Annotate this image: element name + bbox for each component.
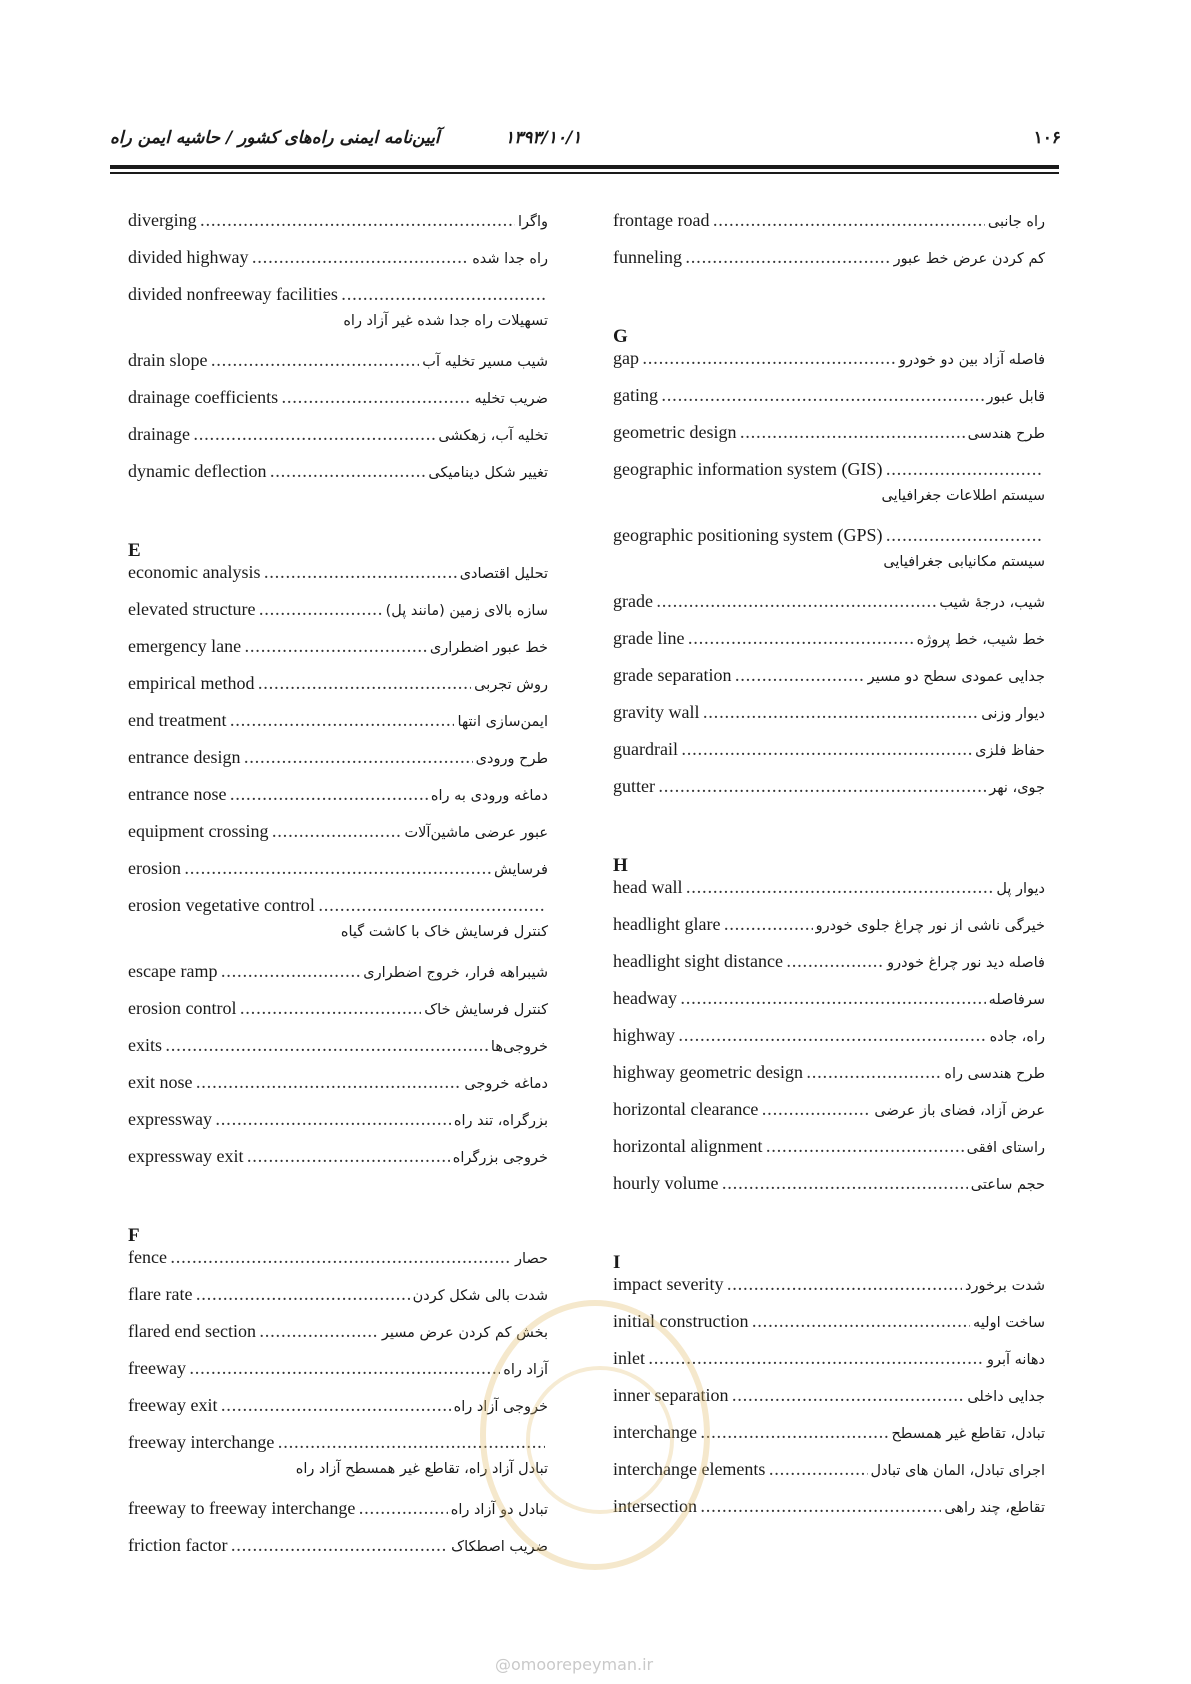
- glossary-entry: [128, 1358, 548, 1395]
- term-english: drainage: [128, 424, 190, 444]
- glossary-entry: [613, 1062, 1045, 1099]
- leader-dots: [341, 285, 545, 305]
- leader-dots: [318, 896, 545, 916]
- term-english: inner separation: [613, 1385, 729, 1405]
- term-persian: طرح هندسی: [967, 426, 1045, 442]
- term-persian: طرح هندسی راه: [944, 1066, 1045, 1082]
- leader-dots: [229, 785, 427, 805]
- term-english: elevated structure: [128, 599, 256, 619]
- leader-dots: [681, 740, 972, 760]
- term-persian: خط شیب، خط پروژه: [916, 632, 1045, 648]
- term-persian: شیب، درجهٔ شیب: [939, 595, 1045, 611]
- leader-dots: [700, 1423, 888, 1443]
- term-persian: خیرگی ناشی از نور چراغ جلوی خودرو: [815, 918, 1045, 934]
- leader-dots: [680, 989, 986, 1009]
- leader-dots: [246, 1147, 449, 1167]
- glossary-entry: [613, 348, 1045, 385]
- glossary-entry: [613, 385, 1045, 422]
- header-rule-thick: [110, 165, 1059, 169]
- leader-dots: [269, 462, 425, 482]
- leader-dots: [358, 1499, 447, 1519]
- leader-dots: [244, 637, 427, 657]
- term-persian: شیبراهه فرار، خروج اضطراری: [363, 965, 548, 981]
- leader-dots: [786, 952, 884, 972]
- term-persian: عرض آزاد، فضای باز عرضی: [874, 1103, 1045, 1119]
- glossary-entry: [613, 776, 1045, 813]
- term-persian: ایمن‌سازی انتها: [457, 714, 548, 730]
- term-english: fence: [128, 1247, 167, 1267]
- term-english: flare rate: [128, 1284, 193, 1304]
- glossary-entry: [613, 1136, 1045, 1173]
- glossary-entry: [128, 821, 548, 858]
- leader-dots: [170, 1248, 512, 1268]
- glossary-entry: [613, 877, 1045, 914]
- term-persian: ضریب تخلیه: [474, 391, 548, 407]
- glossary-entry: [128, 673, 548, 710]
- leader-dots: [806, 1063, 941, 1083]
- leader-dots: [220, 1396, 450, 1416]
- leader-dots: [734, 666, 864, 686]
- term-english: grade separation: [613, 665, 732, 685]
- glossary-entry: [128, 1321, 548, 1358]
- glossary-entry: [128, 998, 548, 1035]
- glossary-entry: [128, 858, 548, 895]
- term-persian: تحلیل اقتصادی: [459, 566, 548, 582]
- leader-dots: [885, 526, 1042, 546]
- term-english: guardrail: [613, 739, 678, 759]
- term-english: inlet: [613, 1348, 645, 1368]
- leader-dots: [196, 1073, 462, 1093]
- term-english: entrance nose: [128, 784, 227, 804]
- leader-dots: [195, 1285, 409, 1305]
- term-persian: ضریب اصطکاک: [451, 1539, 548, 1555]
- leader-dots: [642, 349, 896, 369]
- term-english: erosion control: [128, 998, 237, 1018]
- leader-dots: [768, 1460, 867, 1480]
- glossary-entry: [613, 988, 1045, 1025]
- term-persian: حفاظ فلزی: [975, 743, 1045, 759]
- section-letter: H: [613, 855, 628, 876]
- leader-dots: [723, 915, 812, 935]
- term-persian: دماغه ورودی به راه: [430, 788, 548, 804]
- leader-dots: [165, 1036, 488, 1056]
- watermark-site: @omoorepeyman.ir: [495, 1655, 654, 1674]
- term-persian: جدایی عمودی سطح دو مسیر: [867, 669, 1045, 685]
- glossary-column-right: [613, 210, 1045, 1533]
- term-english: headlight sight distance: [613, 951, 783, 971]
- term-persian: راه جدا شده: [472, 251, 548, 267]
- leader-dots: [210, 351, 419, 371]
- glossary-entry: [128, 247, 548, 284]
- term-english: divided nonfreeway facilities: [128, 284, 338, 304]
- term-english: headlight glare: [613, 914, 721, 934]
- term-persian: فاصله آزاد بین دو خودرو: [898, 352, 1045, 368]
- term-english: economic analysis: [128, 562, 261, 582]
- leader-dots: [731, 1386, 964, 1406]
- term-persian: سازه بالای زمین (مانند پل): [385, 603, 548, 619]
- glossary-column-left: [128, 210, 548, 1572]
- term-persian: دماغه خروجی: [464, 1076, 548, 1092]
- glossary-entry: [613, 422, 1045, 459]
- term-persian: اجرای تبادل، المان های تبادل: [870, 1463, 1045, 1479]
- glossary-entry: [613, 525, 1045, 554]
- glossary-entry: [128, 710, 548, 747]
- term-english: geometric design: [613, 422, 737, 442]
- term-persian: عبور عرضی ماشین‌آلات: [404, 825, 548, 841]
- glossary-entry: [128, 1035, 548, 1072]
- leader-dots: [259, 1322, 379, 1342]
- leader-dots: [258, 600, 382, 620]
- term-english: emergency lane: [128, 636, 242, 656]
- leader-dots: [761, 1100, 871, 1120]
- term-persian: تقاطع، چند راهی: [944, 1500, 1045, 1516]
- section-letter: E: [128, 540, 141, 561]
- term-english: highway: [613, 1025, 675, 1045]
- glossary-entry: [128, 387, 548, 424]
- leader-dots: [239, 999, 421, 1019]
- term-persian: تبادل آزاد راه، تقاطع غیر همسطح آزاد راه: [295, 1461, 548, 1477]
- glossary-entry: [128, 1072, 548, 1109]
- leader-dots: [726, 1275, 962, 1295]
- term-persian: تبادل دو آزاد راه: [450, 1502, 548, 1518]
- leader-dots: [722, 1174, 968, 1194]
- term-english: interchange: [613, 1422, 697, 1442]
- section-letter: I: [613, 1252, 621, 1273]
- leader-dots: [751, 1312, 970, 1332]
- leader-dots: [200, 211, 515, 231]
- leader-dots: [184, 859, 491, 879]
- term-persian: شیب مسیر تخلیه آب: [422, 354, 548, 370]
- term-persian: شدت برخورد: [965, 1278, 1045, 1294]
- term-english: erosion vegetative control: [128, 895, 315, 915]
- leader-dots: [765, 1137, 963, 1157]
- term-english: drain slope: [128, 350, 208, 370]
- document-date: ۱۳۹۳/۱۰/۱: [505, 128, 582, 148]
- term-persian: کنترل فرسایش خاک با کاشت گیاه: [340, 924, 548, 940]
- glossary-entry: [613, 1099, 1045, 1136]
- leader-dots: [739, 423, 964, 443]
- term-english: intersection: [613, 1496, 697, 1516]
- term-persian: فرسایش: [493, 862, 548, 878]
- glossary-entry: [128, 599, 548, 636]
- section-letter: F: [128, 1225, 140, 1246]
- term-english: frontage road: [613, 210, 710, 230]
- glossary-entry: [128, 350, 548, 387]
- leader-dots: [220, 962, 360, 982]
- term-english: divided highway: [128, 247, 249, 267]
- leader-dots: [271, 822, 401, 842]
- term-english: gutter: [613, 776, 655, 796]
- glossary-entry: [128, 636, 548, 673]
- leader-dots: [712, 211, 984, 231]
- term-persian: راه جانبی: [987, 214, 1045, 230]
- term-persian: شدت بالی شکل کردن: [412, 1288, 548, 1304]
- leader-dots: [243, 748, 472, 768]
- glossary-entry: [128, 747, 548, 784]
- term-english: geographic positioning system (GPS): [613, 525, 883, 545]
- term-english: empirical method: [128, 673, 255, 693]
- term-english: escape ramp: [128, 961, 218, 981]
- term-persian: آزاد راه: [503, 1362, 548, 1378]
- glossary-entry: [128, 424, 548, 461]
- leader-dots: [656, 592, 936, 612]
- term-english: erosion: [128, 858, 181, 878]
- term-english: drainage coefficients: [128, 387, 279, 407]
- term-persian: روش تجربی: [474, 677, 548, 693]
- term-english: exits: [128, 1035, 162, 1055]
- term-persian: تخلیه آب، زهکشی: [438, 428, 548, 444]
- glossary-entry: [613, 247, 1045, 284]
- leader-dots: [230, 1536, 448, 1556]
- leader-dots: [281, 388, 471, 408]
- term-persian: کنترل فرسایش خاک: [424, 1002, 548, 1018]
- term-english: freeway to freeway interchange: [128, 1498, 356, 1518]
- leader-dots: [885, 460, 1042, 480]
- leader-dots: [257, 674, 471, 694]
- term-english: end treatment: [128, 710, 227, 730]
- term-english: grade line: [613, 628, 685, 648]
- term-english: geographic information system (GIS): [613, 459, 883, 479]
- leader-dots: [193, 425, 435, 445]
- leader-dots: [678, 1026, 987, 1046]
- term-persian: فاصله دید نور چراغ خودرو: [887, 955, 1045, 971]
- term-persian: خروجی بزرگراه: [452, 1150, 548, 1166]
- leader-dots: [215, 1110, 451, 1130]
- glossary-entry: [128, 284, 548, 313]
- term-persian: خط عبور اضطراری: [429, 640, 548, 656]
- publisher-seal-watermark: [480, 1300, 710, 1570]
- term-english: gravity wall: [613, 702, 700, 722]
- page-number: ۱۰۶: [1033, 128, 1061, 148]
- glossary-entry: [128, 895, 548, 924]
- leader-dots: [687, 629, 913, 649]
- term-english: interchange elements: [613, 1459, 766, 1479]
- leader-dots: [685, 878, 993, 898]
- glossary-entry: [613, 1025, 1045, 1062]
- glossary-entry: [128, 1146, 548, 1183]
- term-persian: راستای افقی: [966, 1140, 1045, 1156]
- term-english: head wall: [613, 877, 683, 897]
- term-persian: دیوار وزنی: [981, 706, 1045, 722]
- glossary-entry: [613, 459, 1045, 488]
- leader-dots: [685, 248, 891, 268]
- glossary-entry: [128, 1284, 548, 1321]
- term-persian: حجم ساعتی: [970, 1177, 1045, 1193]
- term-english: highway geometric design: [613, 1062, 803, 1082]
- glossary-entry: [613, 210, 1045, 247]
- term-english: horizontal clearance: [613, 1099, 759, 1119]
- page-header: [110, 128, 1061, 158]
- term-english: funneling: [613, 247, 682, 267]
- term-english: freeway interchange: [128, 1432, 275, 1452]
- term-persian: سرفاصله: [988, 992, 1045, 1008]
- glossary-entry: [613, 739, 1045, 776]
- glossary-entry: [128, 961, 548, 998]
- term-persian: تسهیلات راه جدا شده غیر آزاد راه: [343, 313, 548, 329]
- term-persian: تغییر شکل دینامیکی: [428, 465, 548, 481]
- glossary-entry: [613, 665, 1045, 702]
- leader-dots: [648, 1349, 984, 1369]
- term-persian: واگرا: [518, 214, 548, 230]
- document-title: آیین‌نامه ایمنی راه‌های کشور / حاشیه ایمن راه: [110, 128, 440, 148]
- glossary-entry: [128, 784, 548, 821]
- term-persian: دیوار پل: [996, 881, 1045, 897]
- term-english: grade: [613, 591, 653, 611]
- term-persian: قابل عبور: [986, 389, 1045, 405]
- term-english: freeway: [128, 1358, 186, 1378]
- glossary-entry: [613, 1274, 1045, 1311]
- header-rule-thin: [110, 172, 1059, 174]
- glossary-entry: [613, 702, 1045, 739]
- term-persian: بخش کم کردن عرض مسیر: [381, 1325, 548, 1341]
- term-persian: کم کردن عرض خط عبور: [893, 251, 1045, 267]
- term-english: gating: [613, 385, 658, 405]
- glossary-entry: [128, 1498, 548, 1535]
- term-english: hourly volume: [613, 1173, 719, 1193]
- glossary-entry: [128, 1247, 548, 1284]
- glossary-entry: [128, 1535, 548, 1572]
- term-persian: راه، جاده: [989, 1029, 1045, 1045]
- term-persian: بزرگراه، تند راه: [453, 1113, 548, 1129]
- term-persian: تبادل، تقاطع غیر همسطح: [891, 1426, 1045, 1442]
- glossary-entry: [128, 562, 548, 599]
- term-persian: طرح ورودی: [475, 751, 548, 767]
- leader-dots: [263, 563, 456, 583]
- term-persian: خروجی‌ها: [490, 1039, 548, 1055]
- term-english: equipment crossing: [128, 821, 269, 841]
- term-english: impact severity: [613, 1274, 724, 1294]
- glossary-entry: [128, 461, 548, 498]
- term-persian: سیستم مکانیابی جغرافیایی: [883, 554, 1045, 570]
- term-english: exit nose: [128, 1072, 193, 1092]
- term-persian: ساخت اولیه: [973, 1315, 1045, 1331]
- term-english: entrance design: [128, 747, 241, 767]
- leader-dots: [700, 1497, 941, 1517]
- glossary-entry: [613, 591, 1045, 628]
- term-persian: خروجی آزاد راه: [453, 1399, 548, 1415]
- term-english: diverging: [128, 210, 197, 230]
- term-english: initial construction: [613, 1311, 749, 1331]
- term-english: gap: [613, 348, 639, 368]
- term-persian: جوی، نهر: [989, 780, 1045, 796]
- term-english: freeway exit: [128, 1395, 218, 1415]
- term-persian: جدایی داخلی: [967, 1389, 1045, 1405]
- glossary-entry: [128, 210, 548, 247]
- leader-dots: [661, 386, 984, 406]
- term-english: horizontal alignment: [613, 1136, 763, 1156]
- glossary-entry: [613, 628, 1045, 665]
- term-english: expressway exit: [128, 1146, 244, 1166]
- glossary-entry: [613, 914, 1045, 951]
- term-persian: حصار: [515, 1251, 548, 1267]
- leader-dots: [229, 711, 454, 731]
- term-english: dynamic deflection: [128, 461, 267, 481]
- glossary-entry: [128, 1109, 548, 1146]
- leader-dots: [702, 703, 978, 723]
- leader-dots: [658, 777, 986, 797]
- term-persian: دهانه آبرو: [986, 1352, 1045, 1368]
- term-persian: سیستم اطلاعات جغرافیایی: [881, 488, 1045, 504]
- term-english: friction factor: [128, 1535, 228, 1555]
- glossary-entry: [613, 951, 1045, 988]
- leader-dots: [189, 1359, 500, 1379]
- leader-dots: [251, 248, 469, 268]
- term-english: expressway: [128, 1109, 212, 1129]
- term-english: headway: [613, 988, 677, 1008]
- glossary-entry: [613, 1173, 1045, 1210]
- section-letter: G: [613, 326, 628, 347]
- term-english: flared end section: [128, 1321, 256, 1341]
